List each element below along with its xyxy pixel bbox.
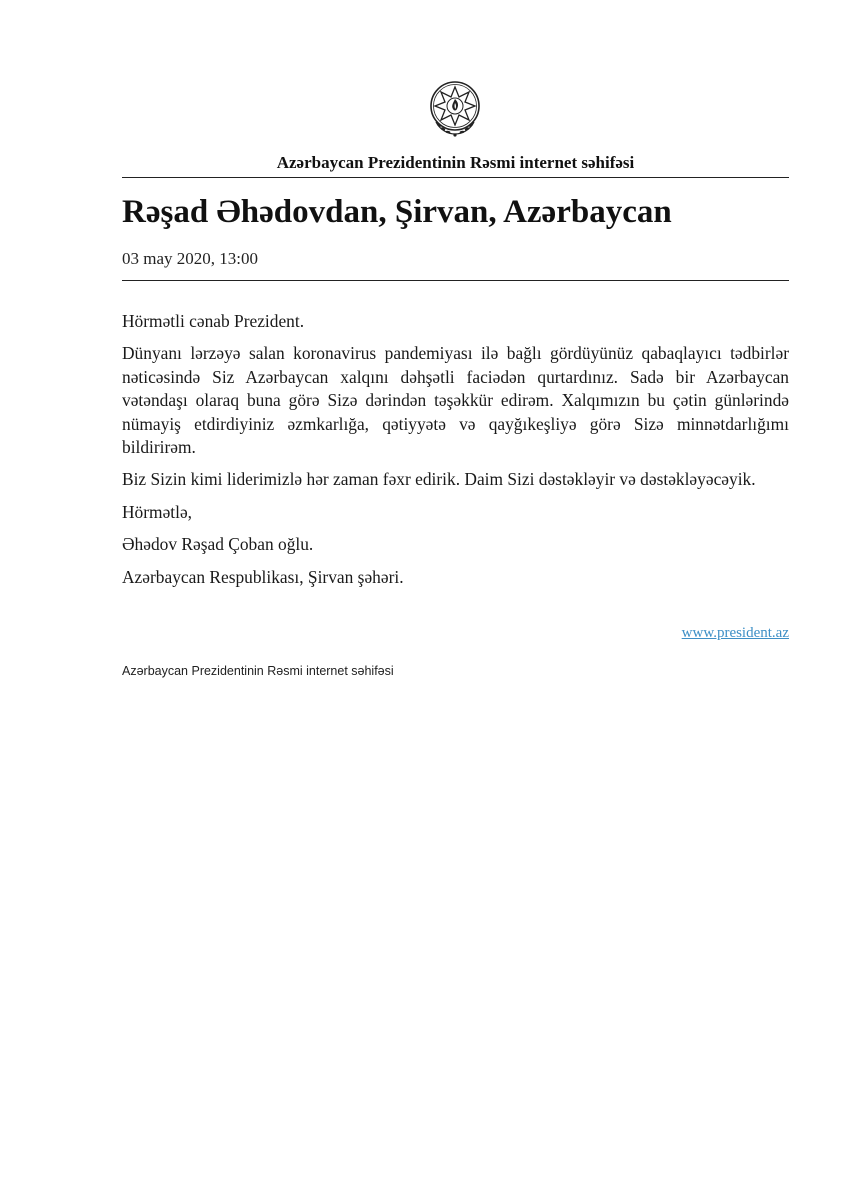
salutation: Hörmətli cənab Prezident. bbox=[122, 311, 305, 331]
site-header-title: Azərbaycan Prezidentinin Rəsmi internet səhifəsi bbox=[276, 153, 635, 172]
closing: Hörmətlə, bbox=[122, 501, 193, 522]
page-footer: Azərbaycan Prezidentinin Rəsmi internet səhifəsi bbox=[122, 664, 394, 678]
signature-location: Azərbaycan Respublikası, Şirvan şəhəri. bbox=[122, 566, 404, 587]
title-divider bbox=[122, 280, 789, 281]
state-emblem-icon bbox=[424, 78, 486, 140]
article-date: 03 may 2020, 13:00 bbox=[122, 249, 258, 268]
body-paragraph: Dünyanı lərzəyə salan koronavirus pandemiyası ilə bağlı gördüyünüz qabaqlayıcı tədbirlər nəticəsində Siz Azərbaycan xalqını dəhşətli faciədən qurtardınız. Sadə bir Azərbaycan vətəndaşı olaraq buna görə Sizə dərindən təşəkkür edirəm. Xalqımızın bu çətin günlərində nümayiş etdirdiyiniz əzmkarlığa, qətiyyətə və qayğıkeşliyə görə Sizə minnətdarlığımı bildirirəm. bbox=[122, 343, 789, 458]
article-title: Rəşad Əhədovdan, Şirvan, Azərbaycan bbox=[122, 194, 672, 230]
body-paragraph: Biz Sizin kimi liderimizlə hər zaman fəxr edirik. Daim Sizi dəstəkləyir və dəstəkləyəcəyik. bbox=[122, 469, 756, 490]
header-divider bbox=[122, 177, 789, 178]
article-body bbox=[122, 310, 789, 598]
source-link[interactable]: www.president.az bbox=[681, 625, 789, 641]
signature-name: Əhədov Rəşad Çoban oğlu. bbox=[122, 534, 314, 555]
